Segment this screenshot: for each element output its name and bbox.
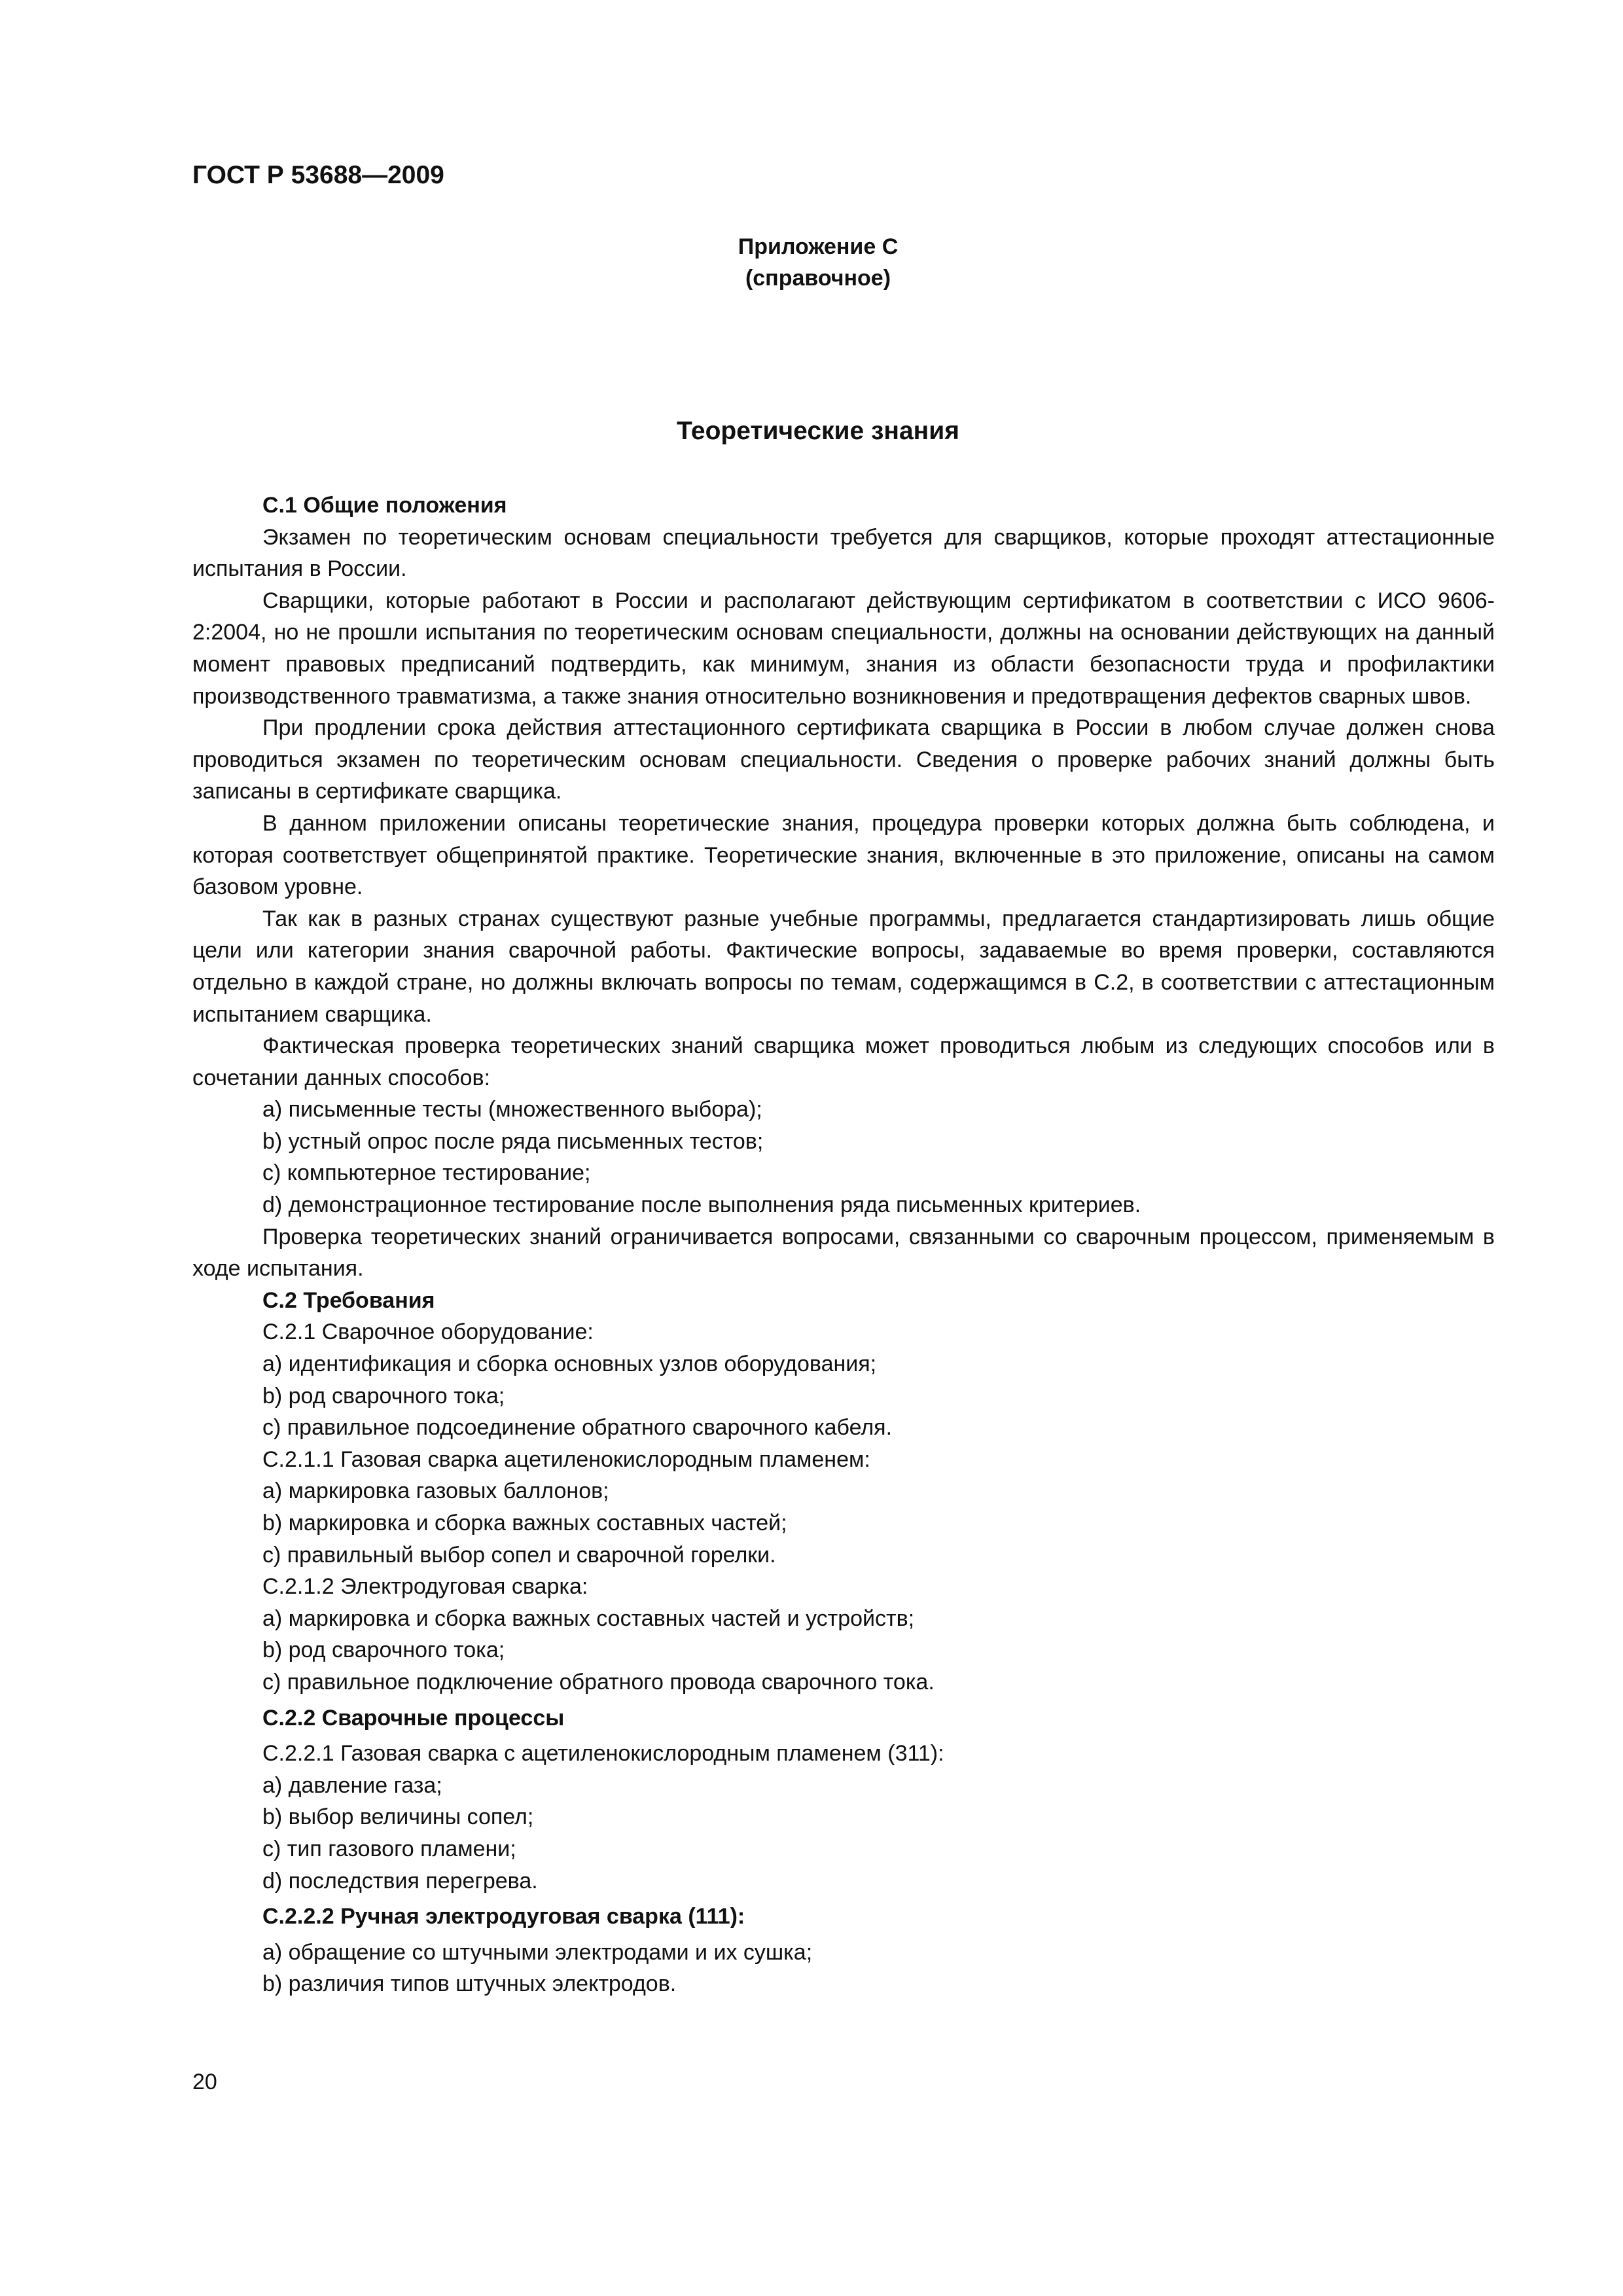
appendix-type: (справочное) bbox=[745, 266, 891, 291]
list-item: a) маркировка и сборка важных составных частей и устройств; bbox=[262, 1605, 915, 1631]
document-id: ГОСТ Р 53688—2009 bbox=[192, 161, 444, 189]
list-item: d) демонстрационное тестирование после выполнения ряда письменных критериев. bbox=[262, 1193, 1141, 1218]
document-body bbox=[192, 490, 1495, 2000]
heading-c2: С.2 Требования bbox=[262, 1287, 435, 1313]
subsection-title: С.2.1.1 Газовая сварка ацетиленокислородным пламенем: bbox=[262, 1446, 870, 1472]
paragraph: Проверка теоретических знаний ограничивается вопросами, связанными со сварочным процессом, применяемым в ходе испытания. bbox=[192, 1224, 1495, 1282]
page-number: 20 bbox=[192, 2070, 217, 2094]
paragraph: Так как в разных странах существуют разные учебные программы, предлагается стандартизировать лишь общие цели или категории знания сварочной работы. Фактические вопросы, задаваемые во время проверки, составляются отдельно в каждой стране, но должны включать вопросы по темам, содержащимся в С.2, в соответствии с аттестационным испытанием сварщика. bbox=[192, 906, 1495, 1027]
subsection-title: С.2.1 Сварочное оборудование: bbox=[262, 1319, 594, 1345]
paragraph: Экзамен по теоретическим основам специальности требуется для сварщиков, которые проходят аттестационные испытания в России. bbox=[192, 524, 1495, 582]
list-item: c) компьютерное тестирование; bbox=[262, 1160, 591, 1186]
list-item: d) последствия перегрева. bbox=[262, 1868, 538, 1893]
appendix-label bbox=[720, 231, 916, 294]
list-item: a) давление газа; bbox=[262, 1772, 442, 1798]
list-item: b) устный опрос после ряда письменных тестов; bbox=[262, 1128, 764, 1154]
list-item: b) маркировка и сборка важных составных частей; bbox=[262, 1511, 787, 1535]
page-title: Теоретические знания bbox=[677, 417, 959, 445]
paragraph: Сварщики, которые работают в России и располагают действующим сертификатом в соответствии с ИСО 9606-2:2004, но не прошли испытания по теоретическим основам специальности, должны на основании действующих на данный момент правовых предписаний подтвердить, как минимум, знания из области безопасности труда и профилактики производственного травматизма, а также знания относительно возникновения и предотвращения дефектов сварных швов. bbox=[192, 588, 1495, 709]
list-item: b) род сварочного тока; bbox=[262, 1383, 505, 1408]
heading-c1: С.1 Общие положения bbox=[262, 493, 507, 518]
list-item: b) выбор величины сопел; bbox=[262, 1804, 534, 1830]
list-item: a) обращение со штучными электродами и их сушка; bbox=[262, 1939, 813, 1965]
list-item: c) правильное подключение обратного провода сварочного тока. bbox=[262, 1669, 935, 1695]
subsection-title: С.2.2.1 Газовая сварка с ацетиленокислородным пламенем (311): bbox=[262, 1741, 944, 1767]
paragraph: В данном приложении описаны теоретические знания, процедура проверки которых должна быть соблюдена, и которая соответствует общепринятой практике. Теоретические знания, включенные в это приложение, описаны на самом базовом уровне. bbox=[192, 810, 1495, 900]
list-item: c) тип газового пламени; bbox=[262, 1836, 516, 1861]
list-item: c) правильный выбор сопел и сварочной горелки. bbox=[262, 1542, 776, 1568]
list-item: a) письменные тесты (множественного выбора); bbox=[262, 1097, 762, 1122]
list-item: b) род сварочного тока; bbox=[262, 1638, 505, 1663]
list-item: b) различия типов штучных электродов. bbox=[262, 1971, 677, 1997]
list-item: a) идентификация и сборка основных узлов оборудования; bbox=[262, 1352, 877, 1377]
heading-c22: С.2.2 Сварочные процессы bbox=[262, 1705, 565, 1731]
paragraph: При продлении срока действия аттестационного сертификата сварщика в России в любом случае должен снова проводиться экзамен по теоретическим основам специальности. Сведения о проверке рабочих знаний должны быть записаны в сертификате сварщика. bbox=[192, 715, 1495, 804]
subsection-title: С.2.1.2 Электродуговая сварка: bbox=[262, 1574, 588, 1600]
appendix-title: Приложение С bbox=[738, 234, 899, 259]
list-item: a) маркировка газовых баллонов; bbox=[262, 1479, 609, 1504]
list-item: c) правильное подсоединение обратного сварочного кабеля. bbox=[262, 1415, 893, 1441]
paragraph: Фактическая проверка теоретических знаний сварщика может проводиться любым из следующих способов или в сочетании данных способов: bbox=[192, 1033, 1495, 1090]
heading-c222: С.2.2.2 Ручная электродуговая сварка (111): bbox=[262, 1904, 745, 1929]
